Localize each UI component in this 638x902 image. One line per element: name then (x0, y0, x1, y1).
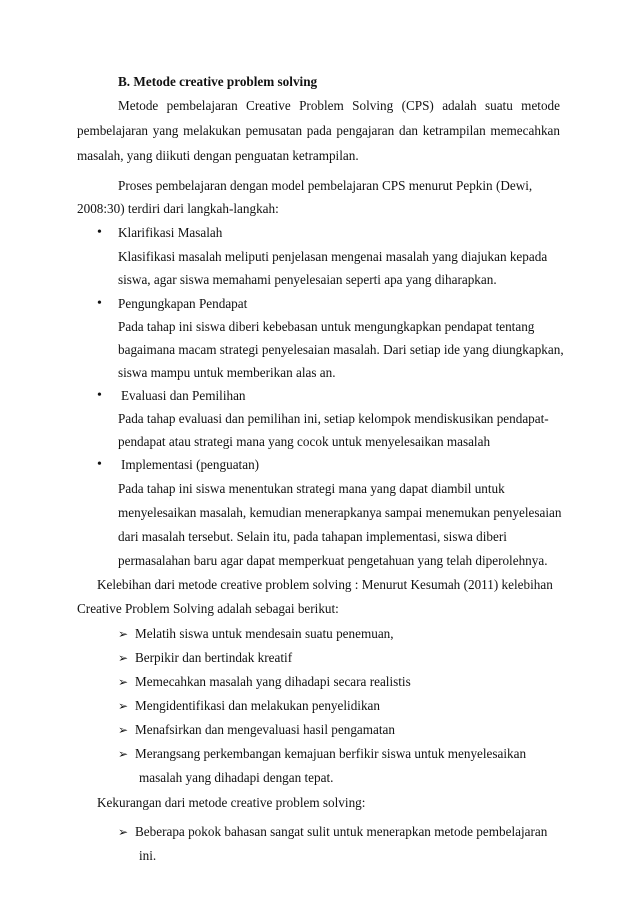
process-line-1: Proses pembelajaran dengan model pembelajaran CPS menurut Pepkin (Dewi, (118, 178, 533, 193)
section-heading: B. Metode creative problem solving (118, 74, 318, 89)
step-2-title: Pengungkapan Pendapat (118, 296, 248, 311)
bullet-icon: • (97, 296, 102, 311)
advantage-item: Melatih siswa untuk mendesain suatu penemuan, (135, 626, 394, 641)
bullet-icon: • (97, 225, 102, 240)
arrow-bullet-icon: ➢ (118, 651, 129, 665)
step-2-line-2: bagaimana macam strategi penyelesaian masalah. Dari setiap ide yang diungkapkan, (118, 342, 564, 357)
arrow-bullet-icon: ➢ (118, 675, 129, 689)
step-1-title: Klarifikasi Masalah (118, 225, 223, 240)
advantage-item: Menafsirkan dan mengevaluasi hasil pengamatan (135, 722, 395, 737)
step-4-line-2: menyelesaikan masalah, kemudian menerapkanya sampai menemukan penyelesaian (118, 505, 562, 520)
disadvantage-item: Beberapa pokok bahasan sangat sulit untuk menerapkan metode pembelajaran (135, 824, 548, 839)
advantage-item: Merangsang perkembangan kemajuan berfikir siswa untuk menyelesaikan (135, 746, 527, 761)
step-4-line-1: Pada tahap ini siswa menentukan strategi mana yang dapat diambil untuk (118, 481, 505, 496)
advantage-item: Memecahkan masalah yang dihadapi secara realistis (135, 674, 411, 689)
advantages-intro-line-2: Creative Problem Solving adalah sebagai berikut: (77, 601, 339, 616)
step-3-line-1: Pada tahap evaluasi dan pemilihan ini, setiap kelompok mendiskusikan pendapat- (118, 411, 549, 426)
advantage-item: Mengidentifikasi dan melakukan penyelidikan (135, 698, 380, 713)
bullet-icon: • (97, 388, 102, 403)
intro-line-3: masalah, yang diikuti dengan penguatan ketrampilan. (77, 148, 359, 163)
arrow-bullet-icon: ➢ (118, 627, 129, 641)
step-3-line-2: pendapat atau strategi mana yang cocok untuk menyelesaikan masalah (118, 434, 491, 449)
intro-line-1: Metode pembelajaran Creative Problem Solving (CPS) adalah suatu metode (118, 98, 560, 113)
process-line-2: 2008:30) terdiri dari langkah-langkah: (77, 201, 279, 216)
arrow-bullet-icon: ➢ (118, 723, 129, 737)
step-4-line-3: dari masalah tersebut. Selain itu, pada tahapan implementasi, siswa diberi (118, 529, 507, 544)
arrow-bullet-icon: ➢ (118, 825, 129, 839)
step-2-line-1: Pada tahap ini siswa diberi kebebasan untuk mengungkapkan pendapat tentang (118, 319, 535, 334)
step-4-title: Implementasi (penguatan) (121, 457, 260, 472)
disadvantages-intro: Kekurangan dari metode creative problem solving: (97, 795, 366, 810)
step-3-title: Evaluasi dan Pemilihan (121, 388, 246, 403)
advantage-item: Berpikir dan bertindak kreatif (135, 650, 293, 665)
advantage-item-continuation: masalah yang dihadapi dengan tepat. (139, 770, 334, 785)
step-4-line-4: permasalahan baru agar dapat memperkuat pengetahuan yang telah diperolehnya. (118, 553, 548, 568)
arrow-bullet-icon: ➢ (118, 699, 129, 713)
bullet-icon: • (97, 457, 102, 472)
advantages-intro-line-1: Kelebihan dari metode creative problem solving : Menurut Kesumah (2011) kelebihan (97, 577, 553, 592)
intro-line-2: pembelajaran yang melakukan pemusatan pada pengajaran dan ketrampilan memecahkan (77, 123, 560, 138)
disadvantage-item-continuation: ini. (139, 848, 157, 863)
step-1-line-1: Klasifikasi masalah meliputi penjelasan mengenai masalah yang diajukan kepada (118, 249, 548, 264)
step-2-line-3: siswa mampu untuk memberikan alas an. (118, 365, 336, 380)
arrow-bullet-icon: ➢ (118, 747, 129, 761)
step-1-line-2: siswa, agar siswa memahami penyelesaian seperti apa yang diharapkan. (118, 272, 497, 287)
